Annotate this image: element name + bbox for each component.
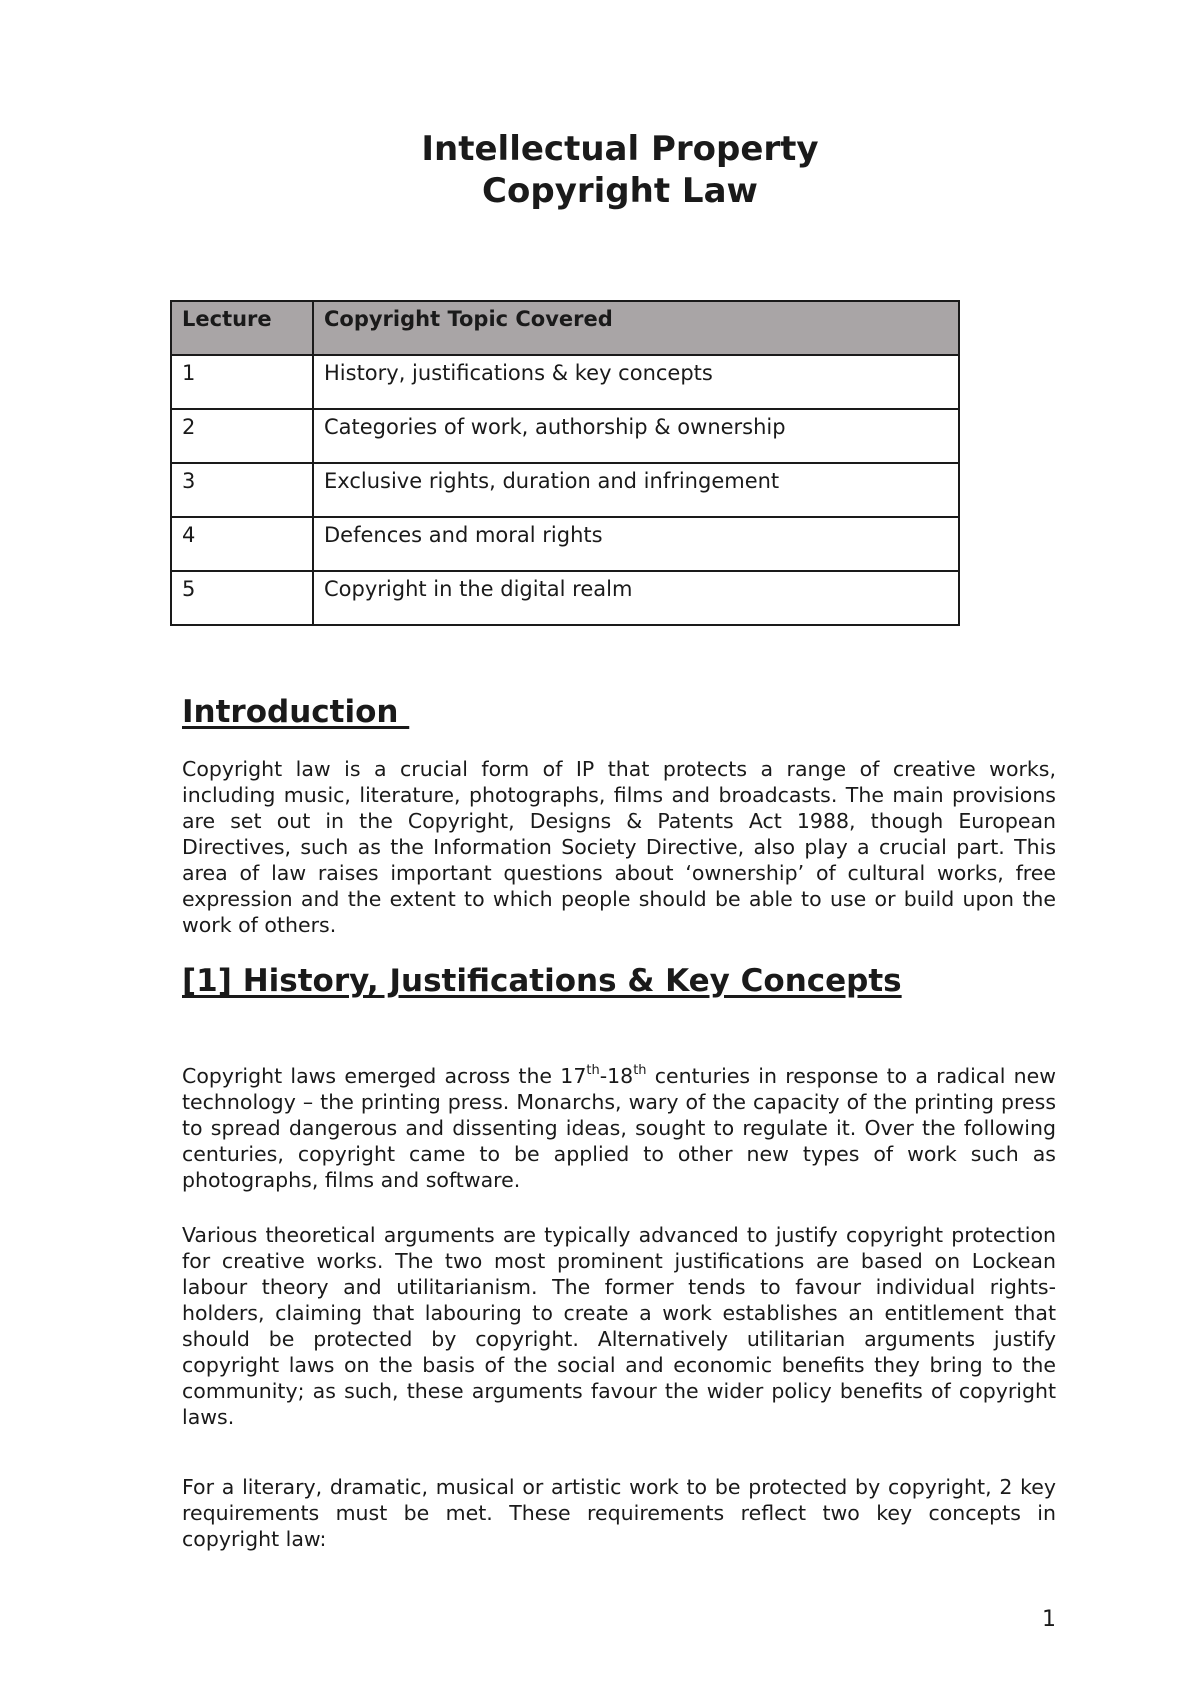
table-row [171, 355, 959, 409]
lecture-topic: Categories of work, authorship & ownership [313, 409, 959, 463]
introduction-paragraph: Copyright law is a crucial form of IP that protects a range of creative works, including music, literature, photographs, films and broadcasts. The main provisions are set out in the Copyright, Designs & Patents Act 1988, though European Directives, such as the Information Society Directive, also play a crucial part. This area of law raises important questions about ‘ownership’ of cultural works, free expression and the extent to which people should be able to use or build upon the work of others. [182, 757, 1056, 937]
table-row [171, 409, 959, 463]
lecture-topics-table [170, 300, 960, 626]
justifications-paragraph: Various theoretical arguments are typically advanced to justify copyright protection for creative works. The two most prominent justifications are based on Lockean labour theory and utilitarianism. The former tends to favour individual rights-holders, claiming that labouring to create a work establishes an entitlement that should be protected by copyright. Alternatively utilitarian arguments justify copyright laws on the basis of the social and economic benefits they bring to the community; as such, these arguments favour the wider policy benefits of copyright laws. [182, 1223, 1056, 1429]
lecture-number: 3 [171, 463, 313, 517]
history-text-middle: -18 [599, 1064, 634, 1088]
table-header-lecture: Lecture [171, 301, 313, 355]
history-text-end: centuries in response to a radical new technology – the printing press. Monarchs, wary of the capacity of the printing press to spread dangerous and dissenting ideas, sought to regulate it. Over the following centuries, copyright came to be applied to other new types of work such as photographs, films and software. [182, 1064, 1056, 1192]
introduction-heading: Introduction [182, 694, 410, 730]
lecture-topic: Defences and moral rights [313, 517, 959, 571]
lecture-number: 2 [171, 409, 313, 463]
lecture-topic: History, justifications & key concepts [313, 355, 959, 409]
table-header-topic: Copyright Topic Covered [313, 301, 959, 355]
document-title: Intellectual Property [421, 129, 819, 169]
lecture-number: 4 [171, 517, 313, 571]
document-subtitle: Copyright Law [482, 171, 758, 211]
table-row [171, 463, 959, 517]
lecture-topic: Exclusive rights, duration and infringement [313, 463, 959, 517]
table-header-row [171, 301, 959, 355]
lecture-topic: Copyright in the digital realm [313, 571, 959, 625]
history-paragraph [182, 1063, 1056, 1193]
lecture-number: 5 [171, 571, 313, 625]
page-number: 1 [1042, 1607, 1056, 1632]
lecture-number: 1 [171, 355, 313, 409]
superscript-th: th [633, 1063, 647, 1078]
table-row [171, 517, 959, 571]
superscript-th: th [586, 1063, 600, 1078]
requirements-paragraph: For a literary, dramatic, musical or artistic work to be protected by copyright, 2 key requirements must be met. These requirements reflect two key concepts in copyright law: [182, 1475, 1056, 1551]
history-text-start: Copyright laws emerged across the 17 [182, 1064, 587, 1088]
section-1-heading: [1] History, Justifications & Key Concepts [182, 963, 902, 999]
table-row [171, 571, 959, 625]
